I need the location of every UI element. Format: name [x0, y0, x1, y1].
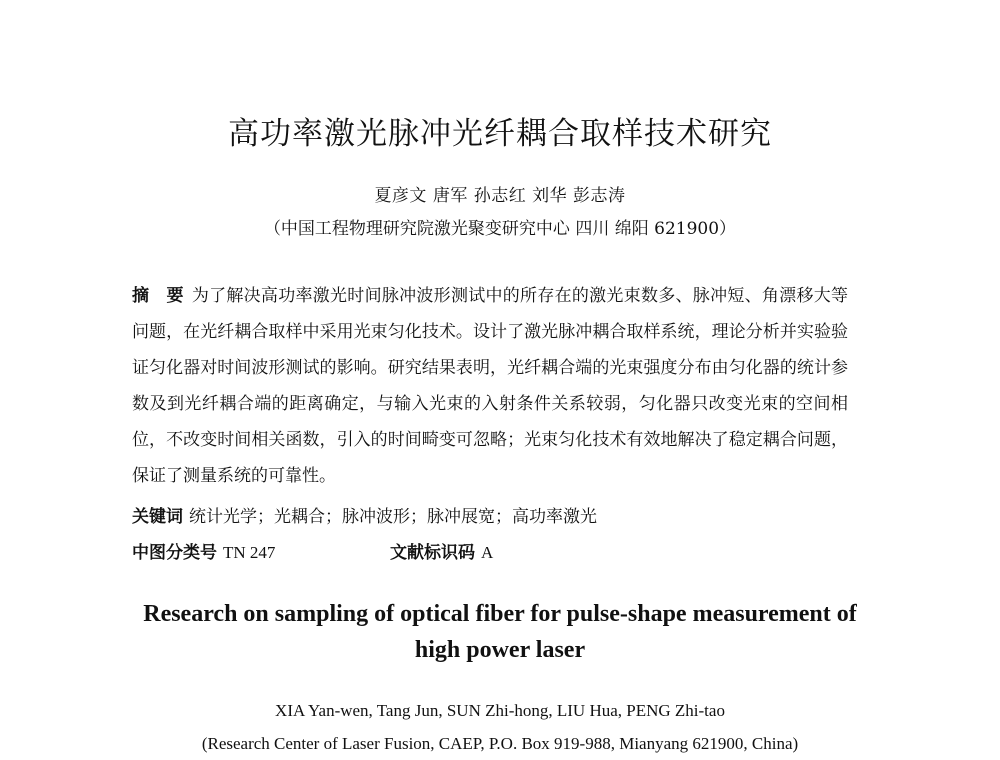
english-title-line-2: high power laser	[414, 637, 586, 663]
keywords-label: 关键词	[132, 507, 183, 527]
abstract-text: 为了解决高功率激光时间脉冲波形测试中的所存在的激光束数多、脉冲短、角漂移大等问题，在光纤耦合取样中采用光束匀化技术。设计了激光脉冲耦合取样系统，理论分析并实验验证匀化器对时间波形测试的影响。研究结果表明，光纤耦合端的光束强度分布由匀化器的统计参数及到光纤耦合端的距离确定，与输入光束的入射条件关系较弱，匀化器只改变光束的空间相位，不改变时间相关函数，引入的时间畸变可忽略；光束匀化技术有效地解决了稳定耦合问题，保证了测量系统的可靠性。	[132, 286, 849, 486]
class-number-value: TN 247	[223, 543, 276, 562]
chinese-authors: 夏彦文 唐军 孙志红 刘华 彭志涛	[374, 186, 626, 206]
document-code-label: 文献标识码	[390, 543, 475, 563]
chinese-affiliation: （中国工程物理研究院激光聚变研究中心 四川 绵阳 621900）	[263, 219, 737, 239]
document-code-value: A	[481, 543, 494, 562]
chinese-keywords	[132, 502, 597, 527]
document-code	[390, 538, 493, 563]
english-title-line-1: Research on sampling of optical fiber for pulse-shape measurement of	[143, 601, 857, 627]
chinese-title: 高功率激光脉冲光纤耦合取样技术研究	[228, 116, 772, 152]
chinese-abstract	[132, 278, 848, 494]
classification-line	[132, 538, 494, 563]
english-affiliation: (Research Center of Laser Fusion, CAEP, P.O. Box 919-988, Mianyang 621900, China)	[201, 734, 799, 753]
class-number-label: 中图分类号	[132, 543, 217, 563]
keywords-text: 统计光学；光耦合；脉冲波形；脉冲展宽；高功率激光	[189, 507, 597, 527]
english-title	[0, 596, 1000, 668]
english-authors: XIA Yan-wen, Tang Jun, SUN Zhi-hong, LIU Hua, PENG Zhi-tao	[275, 701, 725, 720]
abstract-label: 摘 要	[132, 286, 184, 306]
